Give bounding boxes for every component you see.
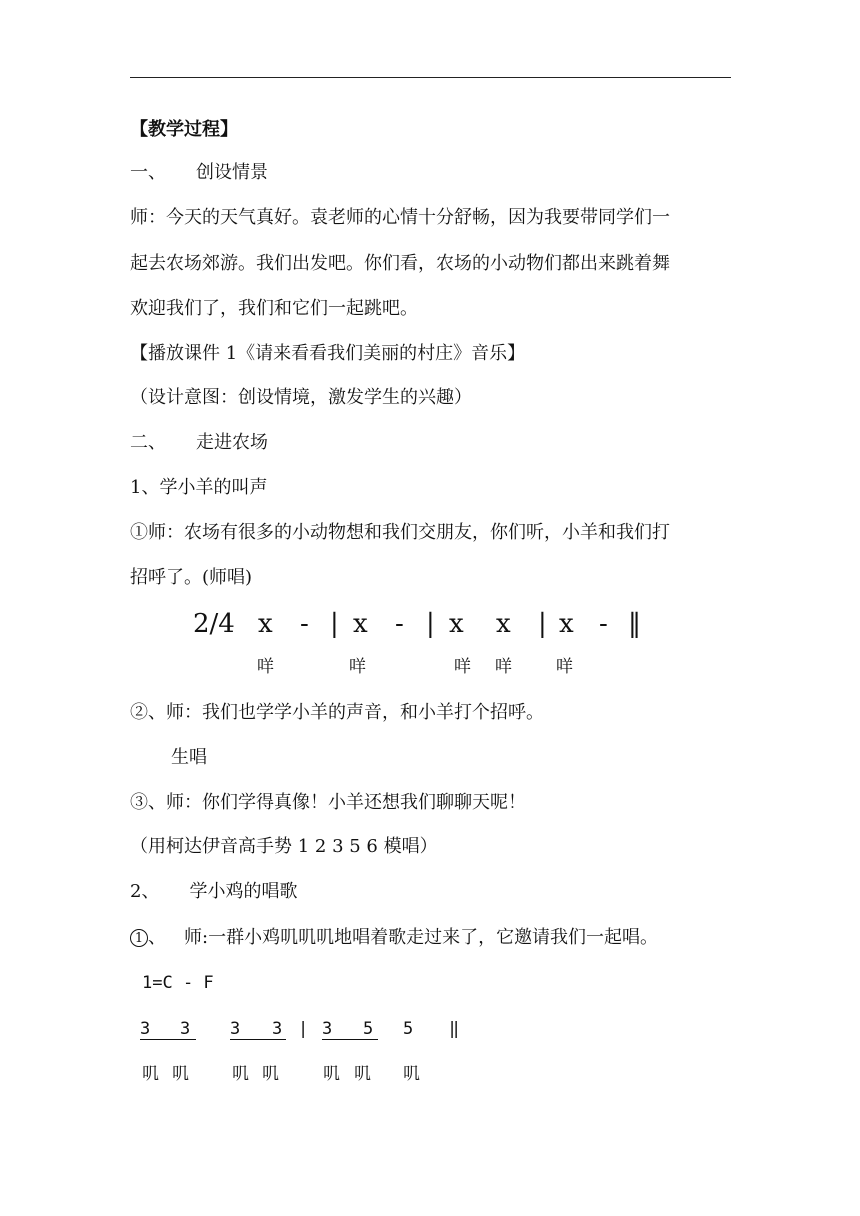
section-title: 创设情景 xyxy=(196,162,268,183)
section-number: 一、 xyxy=(130,162,166,183)
score-note: 3 xyxy=(322,1019,333,1039)
final-barline: ‖ xyxy=(628,609,641,639)
paragraph-line: 起去农场郊游。我们出发吧。你们看，农场的小动物们都出来跳着舞 xyxy=(130,253,670,274)
score-note: 3 xyxy=(230,1019,241,1039)
paragraph-line: ②、师：我们也学学小羊的声音，和小羊打个招呼。 xyxy=(130,702,544,723)
lyric: 咩 xyxy=(556,657,573,677)
lyric: 咩 xyxy=(495,657,512,677)
kodaly-note: （用柯达伊音高手势 1 2 3 5 6 模唱） xyxy=(130,836,438,857)
barline: | xyxy=(538,609,547,639)
rhythm-dash: - xyxy=(599,609,608,639)
design-intent-note: （设计意图：创设情境，激发学生的兴趣） xyxy=(130,387,472,408)
beam-underline xyxy=(140,1039,196,1040)
section-two-title xyxy=(130,431,268,455)
beam-underline xyxy=(322,1039,378,1040)
barline: | xyxy=(426,609,435,639)
barline: | xyxy=(330,609,339,639)
lyric: 咩 xyxy=(454,657,471,677)
lyric: 叽 xyxy=(172,1064,189,1084)
key-signature: 1=C - F xyxy=(142,973,214,993)
subsection-sheep: 1、学小羊的叫声 xyxy=(130,477,268,498)
section-title: 走进农场 xyxy=(196,432,268,453)
rhythm-note: x xyxy=(496,609,511,639)
lyric: 叽 xyxy=(262,1064,279,1084)
score-note: 3 xyxy=(272,1019,283,1039)
chick-paragraph xyxy=(130,926,658,950)
paragraph-line: 欢迎我们了，我们和它们一起跳吧。 xyxy=(130,298,418,319)
section-one-title xyxy=(130,161,268,185)
paragraph-line: ①师：农场有很多的小动物想和我们交朋友，你们听，小羊和我们打 xyxy=(130,522,670,543)
score-note: 3 xyxy=(180,1019,191,1039)
lyric: 叽 xyxy=(323,1064,340,1084)
rhythm-note: x xyxy=(353,609,368,639)
paragraph-line: 招呼了。(师唱) xyxy=(130,567,253,588)
lyric: 叽 xyxy=(354,1064,371,1084)
courseware-note: 【播放课件 1《请来看看我们美丽的村庄》音乐】 xyxy=(130,343,526,364)
final-barline: ‖ xyxy=(449,1019,460,1039)
barline: | xyxy=(298,1019,309,1039)
section-number: 2、 xyxy=(130,881,160,902)
score-note: 5 xyxy=(363,1019,374,1039)
circled-number: 1 xyxy=(130,929,148,947)
section-number: 二、 xyxy=(130,432,166,453)
lyric: 叽 xyxy=(403,1064,420,1084)
lyric: 咩 xyxy=(257,657,274,677)
lyric: 咩 xyxy=(349,657,366,677)
time-signature: 2/4 xyxy=(193,609,235,639)
section-title: 学小鸡的唱歌 xyxy=(189,881,298,902)
score-note: 3 xyxy=(140,1019,151,1039)
section-heading: 【教学过程】 xyxy=(130,119,238,140)
subsection-chick xyxy=(130,880,297,904)
lyric: 叽 xyxy=(232,1064,249,1084)
rhythm-dash: - xyxy=(300,609,309,639)
paragraph-line: 师：今天的天气真好。袁老师的心情十分舒畅，因为我要带同学们一 xyxy=(130,207,670,228)
rhythm-note: x xyxy=(258,609,273,639)
rhythm-note: x xyxy=(449,609,464,639)
score-note: 5 xyxy=(403,1019,414,1039)
chick-text: 师:一群小鸡叽叽叽地唱着歌走过来了，它邀请我们一起唱。 xyxy=(184,927,659,948)
beam-underline xyxy=(230,1039,286,1040)
rhythm-note: x xyxy=(559,609,574,639)
students-sing: 生唱 xyxy=(171,747,207,768)
marker-suffix: 、 xyxy=(148,927,166,948)
header-rule xyxy=(130,77,731,78)
rhythm-dash: - xyxy=(395,609,404,639)
paragraph-line: ③、师：你们学得真像！小羊还想我们聊聊天呢！ xyxy=(130,792,526,813)
lyric: 叽 xyxy=(142,1064,159,1084)
